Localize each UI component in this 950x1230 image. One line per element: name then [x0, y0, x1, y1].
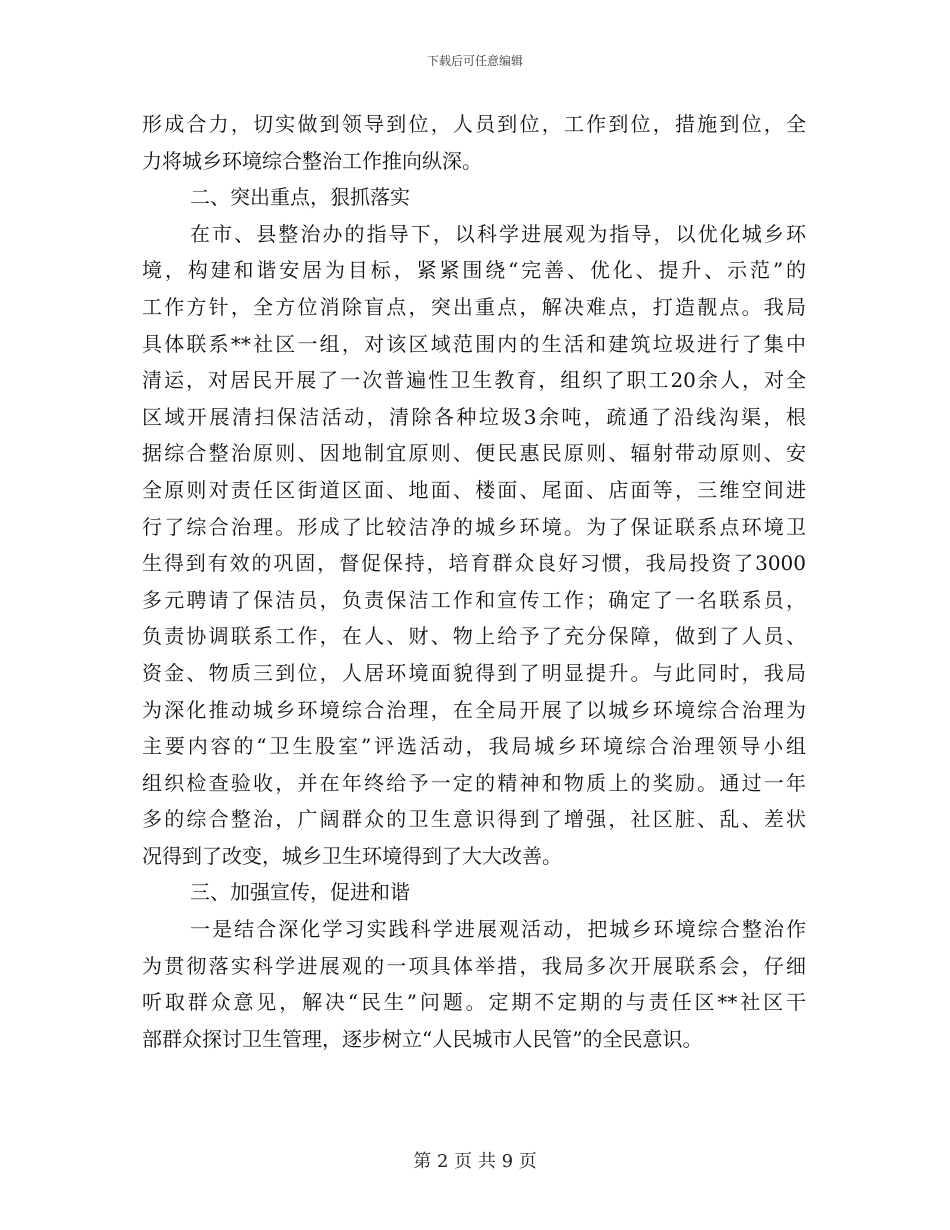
page-number: 第 2 页 共 9 页 — [413, 1151, 537, 1172]
body-line: 具体联系**社区一组，对该区域范围内的生活和建筑垃圾进行了集中 — [142, 331, 806, 356]
body-line: 况得到了改变，城乡卫生环境得到了大大改善。 — [142, 843, 562, 868]
body-line: 形成合力，切实做到领导到位，人员到位，工作到位，措施到位，全 — [142, 112, 806, 136]
body-line: 负责协调联系工作，在人、财、物上给予了充分保障，做到了人员、 — [142, 624, 806, 649]
document-body — [142, 106, 806, 1057]
body-line: 组织检查验收，并在年终给予一定的精神和物质上的奖励。通过一年 — [142, 770, 806, 795]
body-line: 生得到有效的巩固，督促保持，培育群众良好习惯，我局投资了3000 — [142, 551, 806, 576]
body-line: 区域开展清扫保洁活动，清除各种垃圾3余吨，疏通了沿线沟渠，根 — [142, 404, 806, 429]
body-line: 力将城乡环境综合整治工作推向纵深。 — [142, 148, 482, 173]
body-line: 清运，对居民开展了一次普遍性卫生教育，组织了职工20余人，对全 — [142, 368, 806, 393]
body-line: 为深化推动城乡环境综合治理，在全局开展了以城乡环境综合治理为 — [142, 697, 806, 722]
body-line: 境，构建和谐安居为目标，紧紧围绕“完善、优化、提升、示范”的 — [142, 258, 806, 283]
body-line: 资金、物质三到位，人居环境面貌得到了明显提升。与此同时，我局 — [142, 660, 806, 685]
body-line: 主要内容的“卫生股室”评选活动，我局城乡环境综合治理领导小组 — [142, 734, 806, 759]
body-line: 多的综合整治，广阔群众的卫生意识得到了增强，社区脏、乱、差状 — [142, 807, 806, 832]
section-heading: 二、突出重点，狠抓落实 — [190, 185, 410, 210]
body-line: 听取群众意见，解决“民生”问题。定期不定期的与责任区**社区干 — [142, 990, 806, 1015]
body-line: 据综合整治原则、因地制宜原则、便民惠民原则、辐射带动原则、安 — [142, 441, 806, 466]
body-line: 多元聘请了保洁员，负责保洁工作和宣传工作；确定了一名联系员， — [142, 587, 806, 612]
body-line: 部群众探讨卫生管理，逐步树立“人民城市人民管”的全民意识。 — [142, 1026, 703, 1051]
body-line: 一是结合深化学习实践科学进展观活动，把城乡环境综合整治作 — [190, 917, 806, 942]
section-heading: 三、加强宣传，促进和谐 — [190, 880, 410, 905]
page-header: 下载后可任意编辑 — [426, 54, 523, 68]
body-line: 行了综合治理。形成了比较洁净的城乡环境。为了保证联系点环境卫 — [142, 514, 806, 539]
body-line: 为贯彻落实科学进展观的一项具体举措，我局多次开展联系会，仔细 — [142, 953, 806, 978]
body-line: 在市、县整治办的指导下，以科学进展观为指导，以优化城乡环 — [190, 221, 806, 246]
body-line: 工作方针，全方位消除盲点，突出重点，解决难点，打造靓点。我局 — [142, 294, 806, 319]
body-line: 全原则对责任区街道区面、地面、楼面、尾面、店面等，三维空间进 — [142, 477, 806, 502]
